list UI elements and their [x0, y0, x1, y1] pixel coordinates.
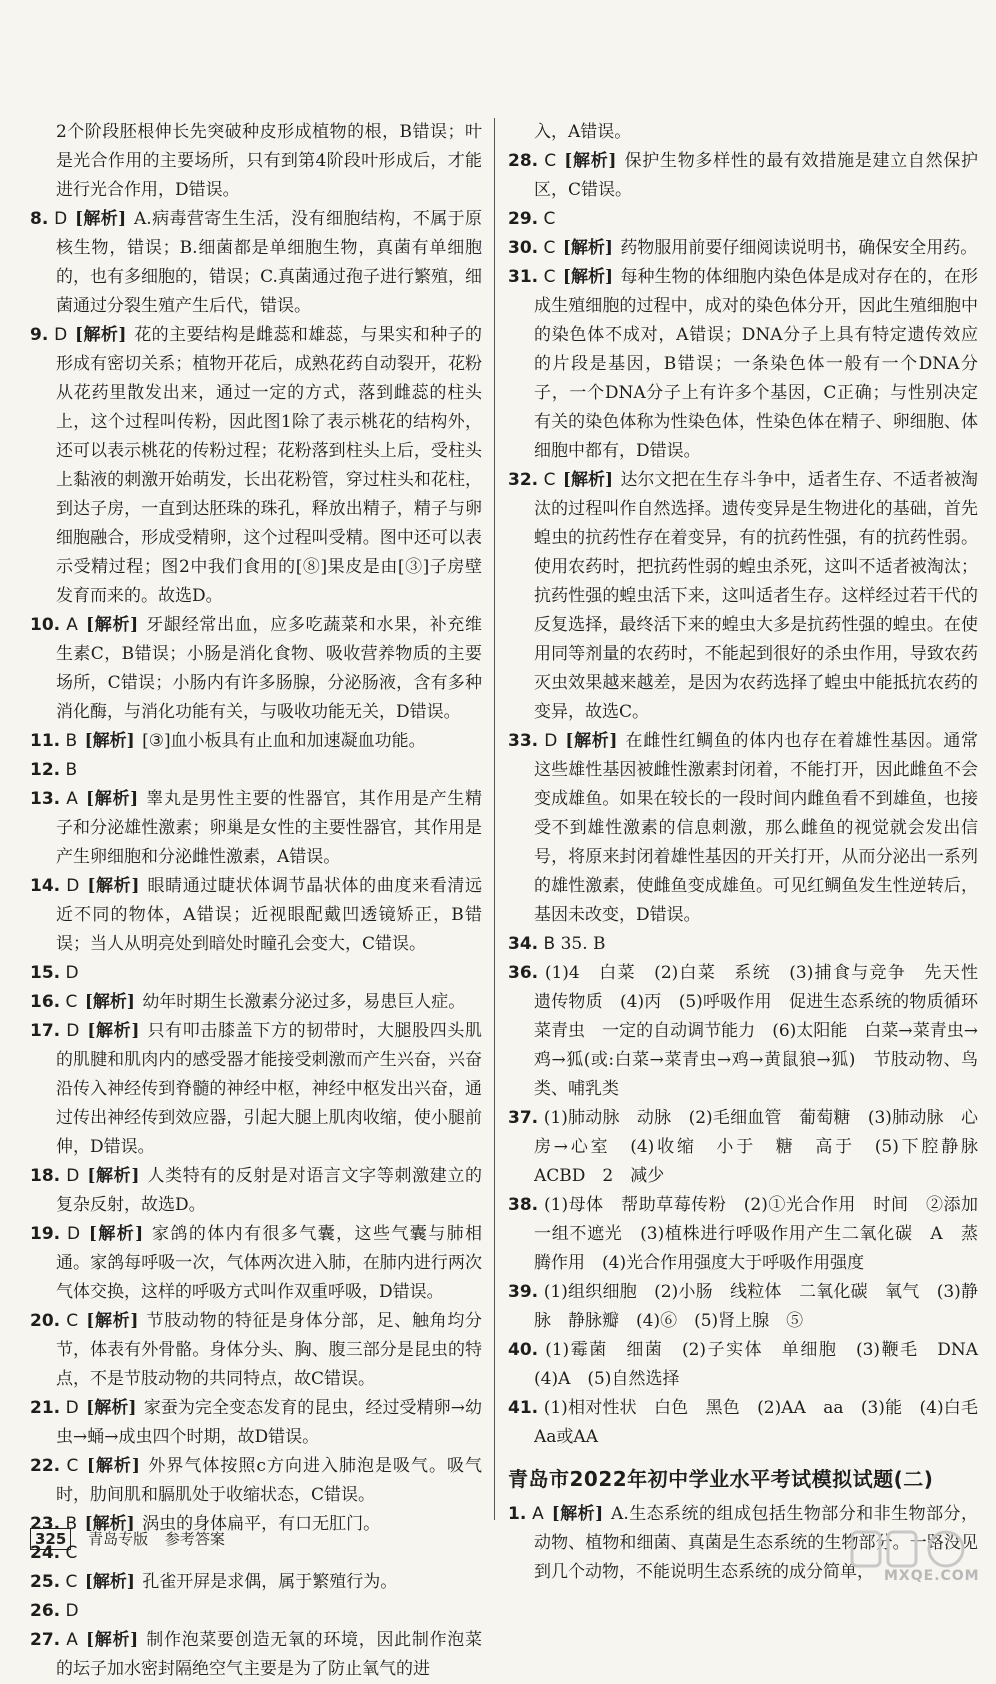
- answer-choice: C: [66, 1456, 79, 1476]
- analysis-text: 节肢动物的特征是身体分部，足、触角均分节，体表有外骨骼。身体分头、胸、腹三部分是昆虫的特点，不是节肢动物的共同特点，故C错误。: [56, 1311, 483, 1389]
- analysis-tag: [解析]: [88, 1224, 144, 1244]
- question-number: 22.: [30, 1456, 61, 1476]
- analysis-tag: [解析]: [86, 1398, 137, 1418]
- analysis-tag: [解析]: [87, 1166, 140, 1186]
- analysis-text: (1)肺动脉 动脉 (2)毛细血管 葡萄糖 (3)肺动脉 心房→心室 (4)收缩 小于 糖 高于 (5)下腔静脉 ACBD 2 减少: [534, 1108, 995, 1186]
- question-number: 18.: [30, 1166, 61, 1186]
- answer-entry: [508, 1278, 978, 1336]
- analysis-text: 人类特有的反射是对语言文字等刺激建立的复杂反射，故选D。: [56, 1166, 483, 1215]
- analysis-text: 花的主要结构是雌蕊和雄蕊，与果实和种子的形成有密切关系；植物开花后，成熟花药自动裂开，花粉从花药里散发出来，通过一定的方式，落到雌蕊的柱头上，这个过程叫传粉，因此图1除了表示桃花的结构外，还可以表示桃花的传粉过程；花粉落到柱头上后，受柱头上黏液的刺激开始萌发，长出花粉管，穿过柱头和花柱，到达子房，一直到达胚珠的珠孔，释放出精子，精子与卵细胞融合，形成受精卵，这个过程叫受精。图中还可以表示受精过程；图2中我们食用的[⑧]果皮是由[③]子房壁发育而来的。故选D。: [56, 325, 483, 606]
- analysis-text: 牙龈经常出血，应多吃蔬菜和水果，补充维生素C，B错误；小肠是消化食物、吸收营养物质的主要场所，C错误；小肠内有许多肠腺，分泌肠液，含有多种消化酶，与消化功能有关，与吸收功能无关，D错误。: [56, 615, 482, 722]
- answer-choice: D: [544, 731, 558, 751]
- analysis-tag: [解析]: [562, 267, 614, 287]
- question-number: 13.: [30, 789, 61, 809]
- column-divider: [494, 118, 495, 1520]
- page-number: 325: [30, 1528, 71, 1550]
- analysis-text: 涡虫的身体扁平，有口无肛门。: [142, 1514, 381, 1534]
- analysis-tag: [解析]: [84, 1514, 135, 1534]
- question-number: 23.: [30, 1514, 61, 1534]
- answer-entry: [30, 321, 482, 611]
- answer-entry: [30, 785, 482, 872]
- analysis-tag: [解析]: [562, 238, 613, 258]
- analysis-text: A.生态系统的组成包括生物部分和非生物部分，动物、植物和细菌、真菌是生态系统的生物部分。一路没见到几个动物，不能说明生态系统的成分简单，: [534, 1504, 979, 1582]
- answer-choice: C: [544, 151, 557, 171]
- answer-choice: C: [543, 470, 556, 490]
- analysis-tag: [解析]: [85, 615, 139, 635]
- answer-choice: C: [65, 1543, 78, 1563]
- answer-entry: [30, 1220, 482, 1307]
- answer-choice: D: [65, 1398, 79, 1418]
- analysis-text: 幼年时期生长激素分泌过多，易患巨人症。: [142, 992, 466, 1012]
- question-number: 33.: [508, 731, 539, 751]
- answer-entry: [30, 756, 482, 785]
- answer-choice: C: [65, 1572, 78, 1592]
- answer-choice: D: [66, 876, 80, 896]
- answer-entry: [508, 727, 978, 930]
- question-number: 29.: [508, 209, 539, 229]
- analysis-tag: [解析]: [86, 1311, 139, 1331]
- answer-choice: A: [66, 1630, 78, 1650]
- answer-choice: C: [543, 267, 556, 287]
- analysis-text: 睾丸是男性主要的性器官，其作用是产生精子和分泌雄性激素；卵巢是女性的主要性器官，其作用是产生卵细胞和分泌雌性激素，A错误。: [56, 789, 482, 867]
- answer-entry: [30, 1162, 482, 1220]
- question-number: 34.: [508, 934, 539, 954]
- question-number: 30.: [508, 238, 539, 258]
- answer-choice: B: [65, 731, 78, 751]
- analysis-text: 家蚕为完全变态发育的昆虫，经过受精卵→幼虫→蛹→成虫四个时期，故D错误。: [56, 1398, 482, 1447]
- answer-entry: [30, 1452, 482, 1510]
- page-footer: [30, 1528, 225, 1549]
- answer-choice: D: [65, 1601, 79, 1621]
- question-number: 8.: [30, 209, 49, 229]
- answer-choice: C: [66, 1311, 79, 1331]
- analysis-tag: [解析]: [564, 151, 617, 171]
- footer-label: 参考答案: [164, 1530, 225, 1548]
- analysis-tag: [解析]: [75, 325, 127, 345]
- right-column: [508, 118, 995, 1587]
- analysis-tag: [解析]: [86, 1456, 140, 1476]
- question-number: 26.: [30, 1601, 61, 1621]
- analysis-text: 2个阶段胚根伸长先突破种皮形成植物的根，B错误；叶是光合作用的主要场所，只有到第4阶段叶形成后，才能进行光合作用，D错误。: [56, 122, 482, 200]
- answer-choice: A: [532, 1504, 544, 1524]
- analysis-tag: [解析]: [84, 1572, 135, 1592]
- answer-choice: D: [66, 1021, 80, 1041]
- analysis-tag: [解析]: [562, 470, 614, 490]
- answer-entry: [508, 234, 978, 263]
- answer-choice: A: [66, 615, 78, 635]
- answer-choice: B: [65, 1514, 78, 1534]
- answer-entry: [30, 727, 482, 756]
- question-number: 37.: [508, 1108, 539, 1128]
- answer-entry: [30, 1626, 482, 1684]
- answer-entry: [508, 1336, 995, 1394]
- answer-entry: [30, 988, 482, 1017]
- answer-entry: [508, 118, 978, 147]
- analysis-tag: [解析]: [74, 209, 127, 229]
- question-number: 36.: [508, 963, 539, 983]
- analysis-text: 在雌性红鲷鱼的体内也存在着雄性基因。通常这些雄性基因被雌性激素封闭着，不能打开，因此雌鱼不会变成雄鱼。如果在较长的一段时间内雌鱼看不到雄鱼，也接受不到雄性激素的信息刺激，那么雌鱼的视觉就会发出信号，将原来封闭着雄性基因的开关打开，从而分泌出一系列的雄性激素，使雌鱼变成雄鱼。可见红鲷鱼发生性逆转后，基因未改变，D错误。: [534, 731, 979, 925]
- analysis-tag: [解析]: [551, 1504, 604, 1524]
- answer-entry: [30, 1307, 482, 1394]
- answer-entry: [30, 118, 482, 205]
- answer-entry: [30, 872, 482, 959]
- analysis-text: 药物服用前要仔细阅读说明书，确保安全用药。: [620, 238, 978, 258]
- answer-entry: [30, 611, 482, 727]
- analysis-text: 家鸽的体内有很多气囊，这些气囊与肺相通。家鸽每呼吸一次，气体两次进入肺，在肺内进行两次气体交换，这样的呼吸方式叫作双重呼吸，D错误。: [56, 1224, 483, 1302]
- analysis-text: A.病毒营寄生生活，没有细胞结构，不属于原核生物，错误；B.细菌都是单细胞生物，真菌有单细胞的，也有多细胞的，错误；C.真菌通过孢子进行繁殖，细菌通过分裂生殖产生后代，错误。: [56, 209, 483, 316]
- analysis-text: 眼睛通过睫状体调节晶状体的曲度来看清远近不同的物体，A错误；近视眼配戴凹透镜矫正，B错误；当人从明亮处到暗处时瞳孔会变大，C错误。: [56, 876, 483, 954]
- answer-site-logo-icon: [848, 1528, 976, 1572]
- analysis-text: 孔雀开屏是求偶，属于繁殖行为。: [142, 1572, 398, 1592]
- analysis-text: 只有叩击膝盖下方的韧带时，大腿股四头肌的肌腱和肌肉内的感受器才能接受刺激而产生兴奋，兴奋沿传入神经传到脊髓的神经中枢，神经中枢发出兴奋，通过传出神经传到效应器，引起大腿上肌肉收缩，使小腿前伸，D错误。: [56, 1021, 483, 1157]
- answer-entry: [30, 205, 482, 321]
- question-number: 21.: [30, 1398, 61, 1418]
- answer-entry: [508, 466, 978, 727]
- question-number: 12.: [30, 760, 61, 780]
- answer-entry: [508, 205, 978, 234]
- answer-choice: D: [65, 963, 79, 983]
- answer-entry: [30, 1568, 482, 1597]
- answer-choice: D: [66, 1166, 80, 1186]
- watermark-text: MXQE.COM: [884, 1568, 980, 1584]
- answer-entry: [508, 147, 978, 205]
- answer-entry: [508, 1394, 995, 1452]
- question-number: 9.: [30, 325, 49, 345]
- answer-entry: [30, 1394, 482, 1452]
- right-column-entries: [508, 118, 995, 1452]
- analysis-tag: [解析]: [84, 731, 135, 751]
- analysis-tag: [解析]: [85, 789, 139, 809]
- question-number: 39.: [508, 1282, 539, 1302]
- answer-choice: C: [543, 238, 556, 258]
- question-number: 19.: [30, 1224, 61, 1244]
- question-number: 38.: [508, 1195, 539, 1215]
- question-number: 20.: [30, 1311, 61, 1331]
- analysis-text: 达尔文把在生存斗争中，适者生存、不适者被淘汰的过程叫作自然选择。遗传变异是生物进化的基础，首先蝗虫的抗药性存在着变异，有的抗药性强，有的抗药性弱。使用农药时，把抗药性弱的蝗虫杀死，这叫不适者被淘汰；抗药性强的蝗虫活下来，这叫适者生存。这样经过若干代的反复选择，最终活下来的蝗虫大多是抗药性强的蝗虫。在使用同等剂量的农药时，不能起到很好的杀虫作用，导致农药灭虫效果越来越差，是因为农药选择了蝗虫中能抵抗农药的变异，故选C。: [534, 470, 979, 722]
- analysis-text: [③]血小板具有止血和加速凝血功能。: [142, 731, 426, 751]
- question-number: 11.: [30, 731, 61, 751]
- answer-choice: D: [66, 1224, 81, 1244]
- analysis-text: (1)4 白菜 (2)白菜 系统 (3)捕食与竞争 先天性 遗传物质 (4)丙 (5)呼吸作用 促进生态系统的物质循环 菜青虫 一定的自动调节能力 (6)太阳能 白菜→菜青虫→鸡→狐(或:白菜→菜青虫→鸡→黄鼠狼→狐) 节肢动物、鸟类、哺乳类: [534, 963, 995, 1099]
- analysis-tag: [解析]: [84, 992, 135, 1012]
- analysis-text: 35. B: [560, 934, 606, 954]
- question-number: 15.: [30, 963, 61, 983]
- analysis-tag: [解析]: [87, 876, 140, 896]
- analysis-text: (1)霉菌 细菌 (2)子实体 单细胞 (3)鞭毛 DNA (4)A (5)自然选择: [534, 1340, 995, 1389]
- analysis-tag: [解析]: [85, 1630, 139, 1650]
- question-number: 27.: [30, 1630, 61, 1650]
- answer-entry: [30, 1017, 482, 1162]
- answer-entry: [508, 1191, 978, 1278]
- answer-entry: [30, 959, 482, 988]
- question-number: 1.: [508, 1504, 527, 1524]
- question-number: 10.: [30, 615, 61, 635]
- answer-entry: [30, 1597, 482, 1626]
- answer-choice: C: [543, 209, 556, 229]
- analysis-text: 制作泡菜要创造无氧的环境，因此制作泡菜的坛子加水密封隔绝空气主要是为了防止氧气的进: [56, 1630, 482, 1679]
- edition-label: 青岛专版: [88, 1530, 149, 1548]
- analysis-text: 保护生物多样性的最有效措施是建立自然保护区，C错误。: [534, 151, 979, 200]
- answer-entry: [508, 1104, 995, 1191]
- answer-choice: B: [65, 760, 78, 780]
- question-number: 14.: [30, 876, 61, 896]
- answer-choice: A: [66, 789, 78, 809]
- analysis-text: (1)组织细胞 (2)小肠 线粒体 二氧化碳 氧气 (3)静脉 静脉瓣 (4)⑥ (5)肾上腺 ⑤: [534, 1282, 978, 1331]
- question-number: 28.: [508, 151, 539, 171]
- question-number: 31.: [508, 267, 539, 287]
- analysis-text: (1)母体 帮助草莓传粉 (2)①光合作用 时间 ②添加一组不遮光 (3)植株进行呼吸作用产生二氧化碳 A 蒸腾作用 (4)光合作用强度大于呼吸作用强度: [534, 1195, 978, 1273]
- answer-entry: [508, 959, 995, 1104]
- analysis-text: 每种生物的体细胞内染色体是成对存在的，在形成生殖细胞的过程中，成对的染色体分开，因此生殖细胞中的染色体不成对，A错误；DNA分子上具有特定遗传效应的片段是基因，B错误；一条染色体一般有一个DNA分子，一个DNA分子上有许多个基因，C正确；与性别决定有关的染色体称为性染色体，性染色体在精子、卵细胞、体细胞中都有，D错误。: [534, 267, 979, 461]
- question-number: 25.: [30, 1572, 61, 1592]
- section-title: 青岛市2022年初中学业水平考试模拟试题(二): [508, 1467, 934, 1491]
- answer-choice: C: [65, 992, 78, 1012]
- question-number: 32.: [508, 470, 539, 490]
- question-number: 41.: [508, 1398, 539, 1418]
- question-number: 40.: [508, 1340, 539, 1360]
- analysis-tag: [解析]: [565, 731, 618, 751]
- analysis-text: 外界气体按照c方向进入肺泡是吸气。吸气时，肋间肌和膈肌处于收缩状态，C错误。: [56, 1456, 483, 1505]
- answer-entry: [508, 263, 978, 466]
- answer-choice: B: [543, 934, 556, 954]
- question-number: 16.: [30, 992, 61, 1012]
- watermark: [848, 1528, 980, 1590]
- answer-choice: D: [54, 209, 68, 229]
- left-column: [30, 118, 482, 1684]
- question-number: 24.: [30, 1543, 61, 1563]
- analysis-text: 入，A错误。: [534, 122, 632, 142]
- analysis-text: (1)相对性状 白色 黑色 (2)AA aa (3)能 (4)白毛 Aa或AA: [534, 1398, 995, 1447]
- answer-entry: [508, 930, 978, 959]
- analysis-tag: [解析]: [87, 1021, 140, 1041]
- answer-choice: D: [54, 325, 68, 345]
- question-number: 17.: [30, 1021, 61, 1041]
